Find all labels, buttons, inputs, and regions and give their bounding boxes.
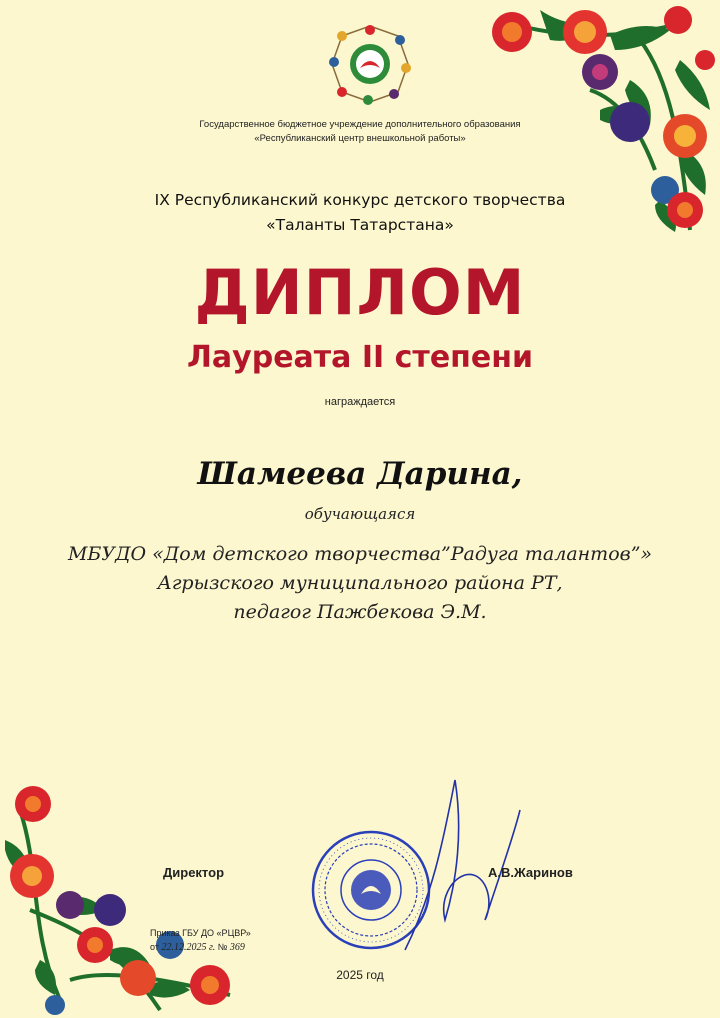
order-number-label: № [217, 942, 228, 952]
organization-line2: «Республиканский центр внешкольной работы» [254, 133, 466, 144]
institution-line2: Агрызского муниципального района РТ, [157, 572, 563, 594]
order-number: 369 [229, 942, 245, 953]
order-date: 22.12.2025 г. [161, 942, 216, 953]
footer-year: 2025 год [336, 968, 384, 982]
contest-title: IX Республиканский конкурс детского творчества [154, 191, 566, 209]
recipient-institution-block [0, 540, 720, 627]
organization-emblem [328, 22, 412, 106]
contest-name: «Таланты Татарстана» [266, 216, 454, 234]
recipient-name: Шамеева Дарина, [197, 456, 523, 492]
organization-line1: Государственное бюджетное учреждение дополнительного образования [199, 119, 521, 130]
order-details [150, 940, 251, 955]
diploma-degree: Лауреата II степени [187, 340, 533, 375]
director-name: А.В.Жаринов [488, 865, 573, 880]
contest-block [0, 188, 720, 238]
teacher-line: педагог Пажбекова Э.М. [233, 601, 487, 623]
order-block [150, 926, 251, 955]
order-from-label: от [150, 942, 159, 952]
order-label: Приказ ГБУ ДО «РЦВР» [150, 928, 251, 938]
diploma-title: ДИПЛОМ [194, 256, 526, 329]
organization-block [0, 118, 720, 146]
recipient-status: обучающаяся [304, 505, 416, 523]
floral-ornament-bottom-left [0, 780, 250, 1018]
director-position: Директор [163, 865, 225, 880]
institution-line1: МБУДО «Дом детского творчества”Радуга талантов”» [67, 543, 653, 565]
awarded-label: награждается [324, 396, 396, 408]
